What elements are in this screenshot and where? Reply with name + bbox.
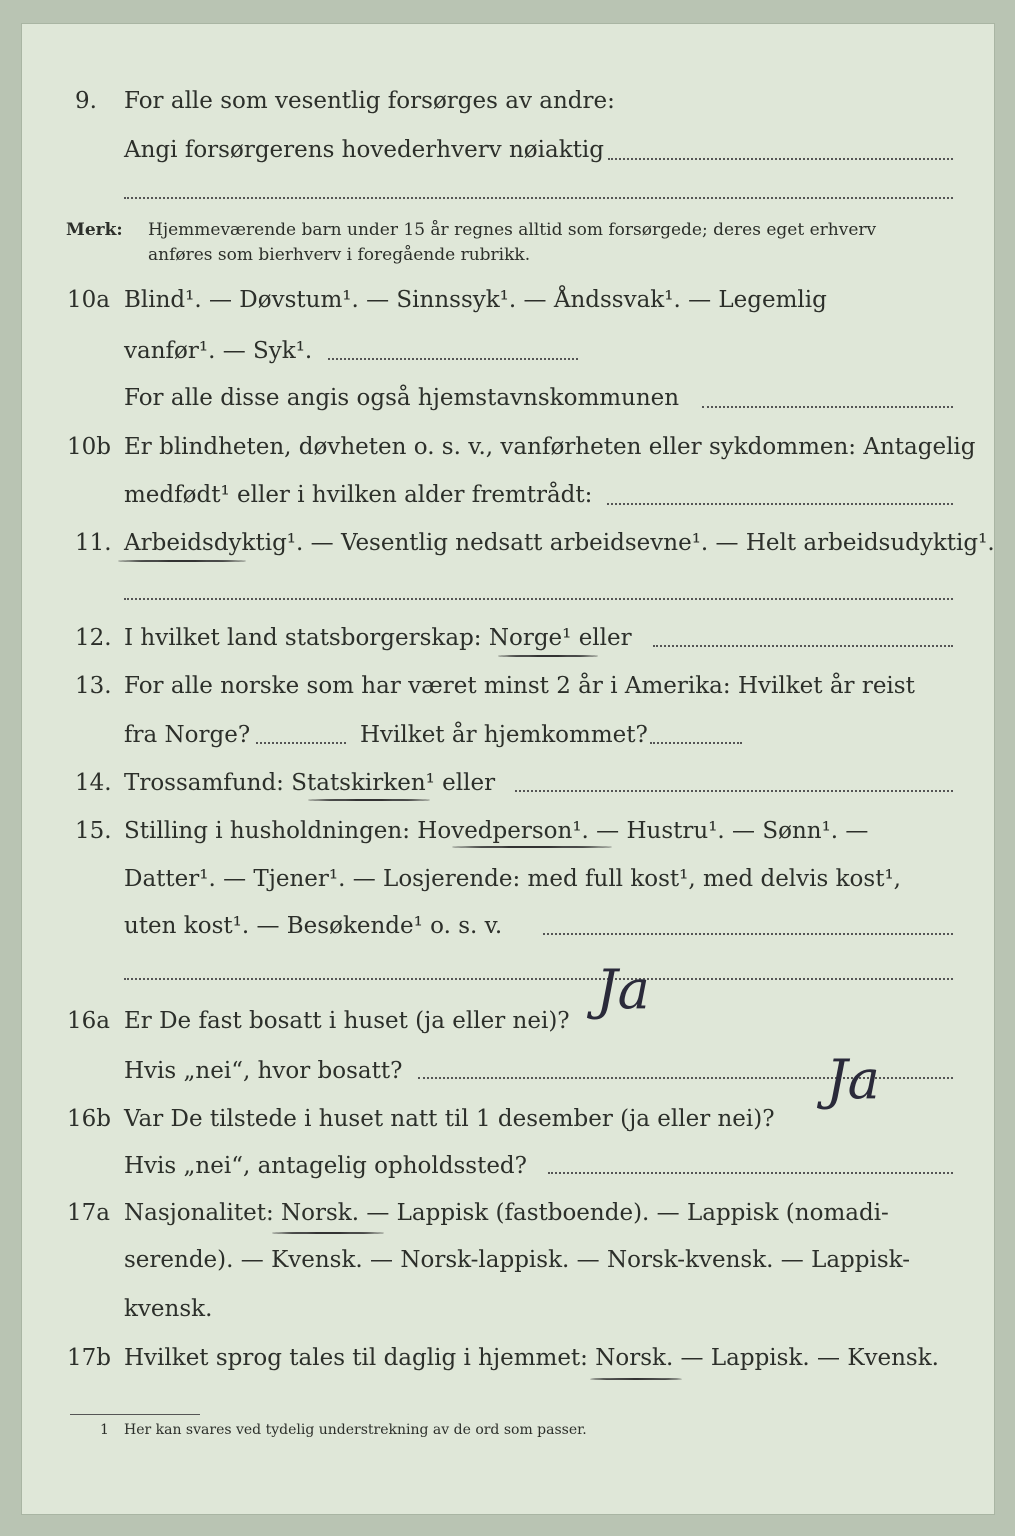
q11-number: 11. <box>75 530 112 556</box>
q16a-text-2: Hvis „nei“, hvor bosatt? <box>124 1058 403 1084</box>
q11-answer-line <box>124 598 953 600</box>
q12-answer-line <box>653 645 953 647</box>
q13-reist-line <box>256 742 346 744</box>
footnote-mark: 1 <box>100 1422 109 1438</box>
q10b-text-1: Er blindheten, døvheten o. s. v., vanførheten eller sykdommen: Antagelig <box>124 434 976 460</box>
q16b-number: 16b <box>67 1106 111 1132</box>
footnote-line <box>0 1422 1015 1462</box>
merk-text-2: anføres som bierhverv i foregående rubrikk. <box>148 245 531 265</box>
q10b-line-2 <box>0 482 1015 522</box>
footnote-rule <box>70 1414 200 1415</box>
q9-line-2 <box>0 137 1015 177</box>
q17b-number: 17b <box>67 1345 111 1371</box>
q10b-answer-line <box>607 503 953 505</box>
q15-line-2 <box>0 866 1015 906</box>
q10a-number: 10a <box>67 287 110 313</box>
q10a-text-2: vanfør¹. — Syk¹. <box>124 338 313 364</box>
merk-label: Merk: <box>66 220 123 240</box>
q13-line-1 <box>0 673 1015 713</box>
q17a-line-1 <box>0 1200 1015 1240</box>
q9-text-1: For alle som vesentlig forsørges av andre: <box>124 88 615 114</box>
q16a-handwritten-answer: Ja <box>596 958 650 1021</box>
q9-answer-line <box>608 158 953 160</box>
merk-line-2 <box>0 245 1015 285</box>
q16b-answer-line <box>548 1172 953 1174</box>
q17a-text-3: kvensk. <box>124 1296 213 1322</box>
q14-answer-line <box>515 790 953 792</box>
q11-line-1 <box>0 530 1015 570</box>
q13-number: 13. <box>75 673 112 699</box>
q10b-number: 10b <box>67 434 111 460</box>
q10a-text-1: Blind¹. — Døvstum¹. — Sinnssyk¹. — Åndssvak¹. — Legemlig <box>124 287 827 313</box>
q11-text-1: Arbeidsdyktig¹. — Vesentlig nedsatt arbeidsevne¹. — Helt arbeidsudyktig¹. <box>124 530 995 556</box>
q16a-line-1 <box>0 1008 1015 1048</box>
q15-number: 15. <box>75 818 112 844</box>
q15-text-1: Stilling i husholdningen: Hovedperson¹. — Hustru¹. — Sønn¹. — <box>124 818 869 844</box>
q10a-line-1 <box>0 287 1015 327</box>
q17a-number: 17a <box>67 1200 110 1226</box>
q17b-line-1 <box>0 1345 1015 1385</box>
footnote-text: Her kan svares ved tydelig understrekning av de ord som passer. <box>124 1422 587 1438</box>
q17a-underline-mark <box>272 1232 384 1234</box>
q10b-line-1 <box>0 434 1015 474</box>
q10a-answer-line-2 <box>702 406 953 408</box>
q15-answer-line-2 <box>124 978 953 980</box>
q15-text-3: uten kost¹. — Besøkende¹ o. s. v. <box>124 913 503 939</box>
q10a-text-3: For alle disse angis også hjemstavnskommunen <box>124 385 680 411</box>
q9-answer-line-2 <box>124 197 953 199</box>
q9-number: 9. <box>75 88 97 114</box>
q12-text-1: I hvilket land statsborgerskap: Norge¹ eller <box>124 625 632 651</box>
q10a-line-3 <box>0 385 1015 425</box>
q17a-line-3 <box>0 1296 1015 1336</box>
q17a-text-2: serende). — Kvensk. — Norsk-lappisk. — Norsk-kvensk. — Lappisk- <box>124 1247 910 1273</box>
q13-text-2b: Hvilket år hjemkommet? <box>360 722 648 748</box>
q14-number: 14. <box>75 770 112 796</box>
q12-number: 12. <box>75 625 112 651</box>
q9-text-2: Angi forsørgerens hovederhverv nøiaktig <box>124 137 604 163</box>
q10b-text-2: medfødt¹ eller i hvilken alder fremtrådt: <box>124 482 593 508</box>
q16b-line-1 <box>0 1106 1015 1146</box>
q16b-text-2: Hvis „nei“, antagelig opholdssted? <box>124 1153 527 1179</box>
q17b-text-1: Hvilket sprog tales til daglig i hjemmet: Norsk. — Lappisk. — Kvensk. <box>124 1345 939 1371</box>
q15-line-1 <box>0 818 1015 858</box>
q17b-underline-mark <box>590 1378 682 1380</box>
q16b-handwritten-answer: Ja <box>826 1048 880 1111</box>
q14-underline-mark <box>308 799 430 801</box>
q16a-text-1: Er De fast bosatt i huset (ja eller nei)? <box>124 1008 570 1034</box>
q13-text-1: For alle norske som har været minst 2 år i Amerika: Hvilket år reist <box>124 673 915 699</box>
q15-text-2: Datter¹. — Tjener¹. — Losjerende: med full kost¹, med delvis kost¹, <box>124 866 901 892</box>
q13-line-2 <box>0 722 1015 762</box>
q9-line-1 <box>0 88 1015 128</box>
q12-underline-mark <box>498 655 598 657</box>
q16b-text-1: Var De tilstede i huset natt til 1 desember (ja eller nei)? <box>124 1106 775 1132</box>
q11-underline-mark <box>118 560 246 562</box>
q13-hjemkommet-line <box>650 742 742 744</box>
q16a-number: 16a <box>67 1008 110 1034</box>
q10a-answer-line <box>328 358 578 360</box>
merk-text-1: Hjemmeværende barn under 15 år regnes alltid som forsørgede; deres eget erhverv <box>148 220 877 240</box>
q15-answer-line <box>543 933 953 935</box>
q14-text-1: Trossamfund: Statskirken¹ eller <box>124 770 496 796</box>
q17a-line-2 <box>0 1247 1015 1287</box>
q17a-text-1: Nasjonalitet: Norsk. — Lappisk (fastboende). — Lappisk (nomadi- <box>124 1200 889 1226</box>
q13-text-2a: fra Norge? <box>124 722 251 748</box>
q15-underline-mark <box>452 846 612 848</box>
